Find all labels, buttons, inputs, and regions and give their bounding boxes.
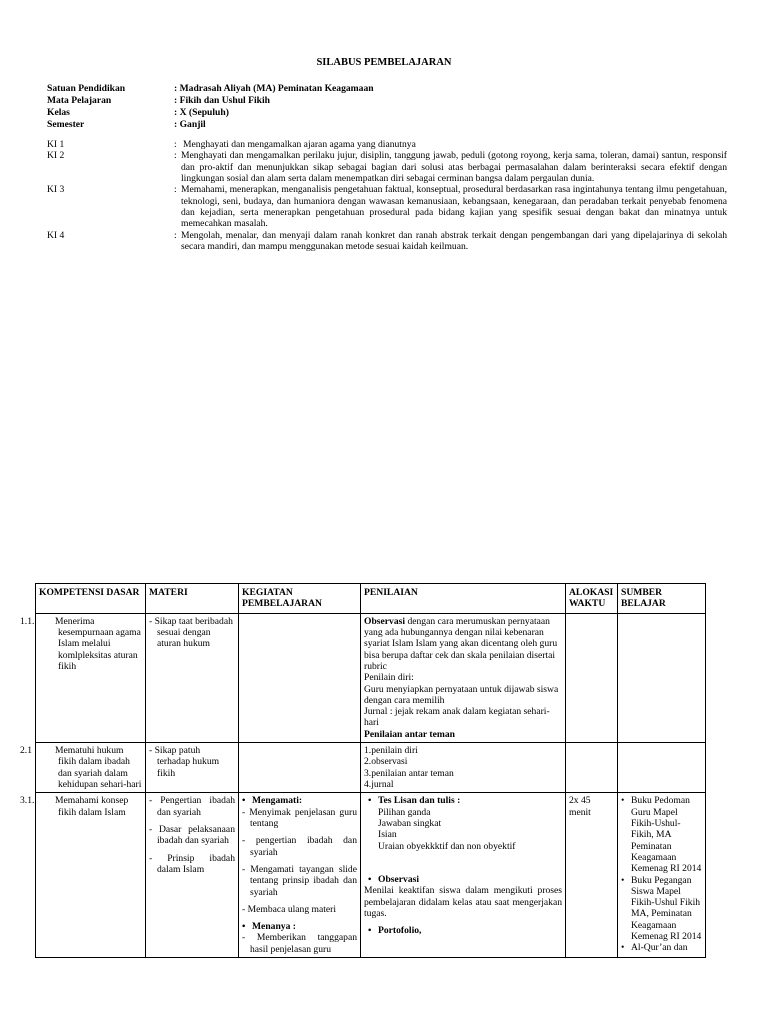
meta-value: : X (Sepuluh) (174, 107, 229, 118)
kd-cell (20, 793, 146, 958)
penilaian-item: 3.penilaian antar teman (364, 767, 454, 779)
meta-key: Kelas (47, 107, 70, 118)
penilaian-observasi: • Observasi (368, 874, 562, 885)
sumber-item: • Buku Pedoman Guru Mapel Fikih-Ushul-Fikih, MA Peminatan Keagamaan Kemenag RI 2014 (621, 795, 702, 874)
ki-row (47, 150, 727, 184)
identity-block (47, 83, 727, 131)
alokasi-cell (566, 613, 618, 742)
penilaian-antar-teman: Penilaian antar teman (364, 728, 455, 740)
ki-key: KI 4 (47, 229, 65, 241)
alokasi-cell (566, 793, 618, 958)
kd-cell (20, 743, 146, 793)
kegiatan-list (242, 921, 357, 932)
penilaian-portofolio: • Portofolio, (368, 925, 562, 936)
document-title: SILABUS PEMBELAJARAN (316, 57, 452, 68)
kegiatan-menanya: • Menanya : (242, 921, 357, 932)
syllabus-table (20, 583, 706, 958)
meta-value: : Ganjil (174, 119, 206, 130)
kd-number: 2.1 (20, 745, 32, 757)
ki-value: Menghayati dan mengamalkan perilaku jujur, disiplin, tanggung jawab, peduli (gotong royong, kerja sama, toleran, damai) santun, responsif dan pro-aktif dan menunjukkan sikap sebagai bagian dari solusi atas berbagai permasalahan dalam berinteraksi secara efektif dengan lingkungan sosial dan alam serta dalam menempatkan diri sebagai cerminan bangsa dalam pergaulan dunia. (181, 150, 727, 184)
kegiatan-cell (239, 743, 361, 793)
tes-item: Pilihan ganda (378, 806, 431, 818)
kegiatan-item: - Memberikan tanggapan hasil penjelasan guru (242, 932, 357, 955)
ki-separator: : (174, 184, 177, 196)
materi-item: - Prinsip ibadah dalam Islam (149, 852, 235, 875)
kegiatan-mengamati: • Mengamati: (242, 795, 357, 806)
ki-value: Mengolah, menalar, dan menyaji dalam ranah konkret dan ranah abstrak terkait dengan pengembangan dari yang dipelajarinya di sekolah secara mandiri, dan mampu menggunakan metode sesuai kaidah keilmuan. (181, 229, 727, 252)
kd-number: 3.1. (20, 795, 35, 807)
penilaian-item: 1.penilain diri (364, 745, 418, 757)
core-competencies (47, 139, 727, 252)
header-sumber: SUMBER BELAJAR (618, 584, 706, 614)
header-kegiatan: KEGIATAN PEMBELAJARAN (239, 584, 361, 614)
penilaian-list (364, 795, 562, 806)
ki-key: KI 2 (47, 150, 65, 162)
materi-cell (146, 743, 239, 793)
materi-item: - Sikap taat beribadah sesuai dengan aturan hukum (149, 615, 233, 650)
ki-separator: : (174, 139, 177, 150)
materi-item: - Pengertian ibadah dan syariah (149, 795, 235, 818)
ki-separator: : (174, 150, 177, 162)
meta-row (47, 83, 727, 95)
observasi-label: Observasi (364, 615, 406, 627)
ki-key: KI 1 (47, 139, 65, 150)
meta-key: Semester (47, 119, 85, 130)
kegiatan-cell (239, 793, 361, 958)
meta-key: Mata Pelajaran (47, 95, 112, 106)
alokasi-cell (566, 743, 618, 793)
materi-cell (146, 613, 239, 742)
meta-row (47, 107, 727, 119)
observasi-text: dengan cara merumuskan pernyataan yang ada hubungannya dengan nilai kebenaran syariat Islam Islam yang akan dicentang oleh guru bisa berupa daftar cek dan skala penilaian disertai rubric (364, 615, 558, 672)
sumber-item: • Al-Qur’an dan (621, 942, 702, 953)
sumber-cell (618, 793, 706, 958)
kd-entry (20, 615, 142, 673)
materi-item: - Sikap patuh terhadap hukum fikih (149, 745, 220, 779)
tes-item: Jawaban singkat (378, 817, 442, 829)
meta-row (47, 119, 727, 131)
ki-row (47, 184, 727, 229)
header-alokasi: ALOKASI WAKTU (566, 584, 618, 614)
kd-number: 1.1. (20, 615, 35, 627)
kd-entry (20, 745, 142, 790)
header-kd: KOMPETENSI DASAR (36, 584, 146, 614)
penilaian-observasi (364, 616, 562, 673)
penilaian-tes: • Tes Lisan dan tulis : (368, 795, 562, 806)
sumber-cell (618, 743, 706, 793)
penilaian-item: 4.jurnal (364, 779, 394, 790)
penilaian-item: 2.observasi (364, 756, 408, 768)
kd-text: Menerima kesempurnaan agama Islam melalui komlpleksitas aturan fikih (55, 615, 141, 672)
materi-cell (146, 793, 239, 958)
ki-value: Menghayati dan mengamalkan ajaran agama yang dianutnya (183, 139, 416, 150)
ki-row (47, 230, 727, 253)
penilaian-jurnal: Jurnal : jejak rekam anak dalam kegiatan sehari-hari (364, 706, 550, 729)
kd-cell (20, 613, 146, 742)
penilaian-list (364, 925, 562, 936)
ki-row (47, 139, 727, 150)
penilaian-diri-label: Penilain diri: (364, 672, 414, 684)
table-row (36, 743, 706, 793)
header-materi: MATERI (146, 584, 239, 614)
tes-item: Uraian obyekkktif dan non obyektif (378, 840, 516, 852)
kegiatan-cell (239, 613, 361, 742)
kegiatan-item: - Menyimak penjelasan guru tentang (242, 806, 357, 829)
penilaian-diri-text: Guru menyiapkan pernyataan untuk dijawab siswa dengan cara memilih (364, 683, 559, 706)
alokasi-value: 2x 45 menit (569, 795, 591, 818)
meta-value: : Madrasah Aliyah (MA) Peminatan Keagamaan (174, 83, 374, 94)
penilaian-cell (361, 743, 566, 793)
tes-item: Isian (378, 829, 397, 841)
materi-item: - Dasar pelaksanaan ibadah dan syariah (149, 823, 235, 847)
kd-entry (20, 795, 142, 818)
penilaian-cell (361, 793, 566, 958)
table-row (36, 613, 706, 742)
meta-value: : Fikih dan Ushul Fikih (174, 95, 270, 106)
sumber-cell (618, 613, 706, 742)
ki-key: KI 3 (47, 184, 65, 196)
table-row (36, 793, 706, 958)
table-header-row (36, 584, 706, 614)
ki-value: Memahami, menerapkan, menganalisis pengetahuan faktual, konseptual, prosedural berdasarkan rasa ingintahunya tentang ilmu pengetahuan, teknologi, seni, budaya, dan humaniora dengan wawasan kemanusiaan, kebangsaan, kenegaraan, dan peradaban terkait penyebab fenomena dan kejadian, serta menerapkan pengetahuan prosedural pada bidang kajian yang spesifik sesuai dengan bakat dan minatnya untuk memecahkan masalah. (181, 184, 727, 230)
kd-text: Memahami konsep fikih dalam Islam (55, 795, 129, 818)
kd-text: Mematuhi hukum fikih dalam ibadah dan syariah dalam kehidupan sehari-hari (55, 745, 142, 790)
observasi-text: Menilai keaktifan siswa dalam mengikuti proses pembelajaran didalam kelas atau saat mengerjakan tugas. (364, 885, 562, 919)
kegiatan-list (242, 795, 357, 806)
meta-key: Satuan Pendidikan (47, 83, 126, 94)
meta-row (47, 95, 727, 107)
penilaian-list (364, 874, 562, 885)
sumber-list (621, 795, 702, 953)
kegiatan-item: - Membaca ulang materi (242, 903, 337, 915)
kegiatan-item: - Mengamati tayangan slide tentang prinsip ibadah dan syariah (242, 863, 357, 898)
kegiatan-item: - pengertian ibadah dan syariah (242, 835, 357, 858)
sumber-item: • Buku Pegangan Siswa Mapel Fikih-Ushul Fikih MA, Peminatan Keagamaan Kemenag RI 2014 (621, 875, 702, 943)
ki-separator: : (174, 229, 177, 241)
penilaian-cell (361, 613, 566, 742)
header-penilaian: PENILAIAN (361, 584, 566, 614)
